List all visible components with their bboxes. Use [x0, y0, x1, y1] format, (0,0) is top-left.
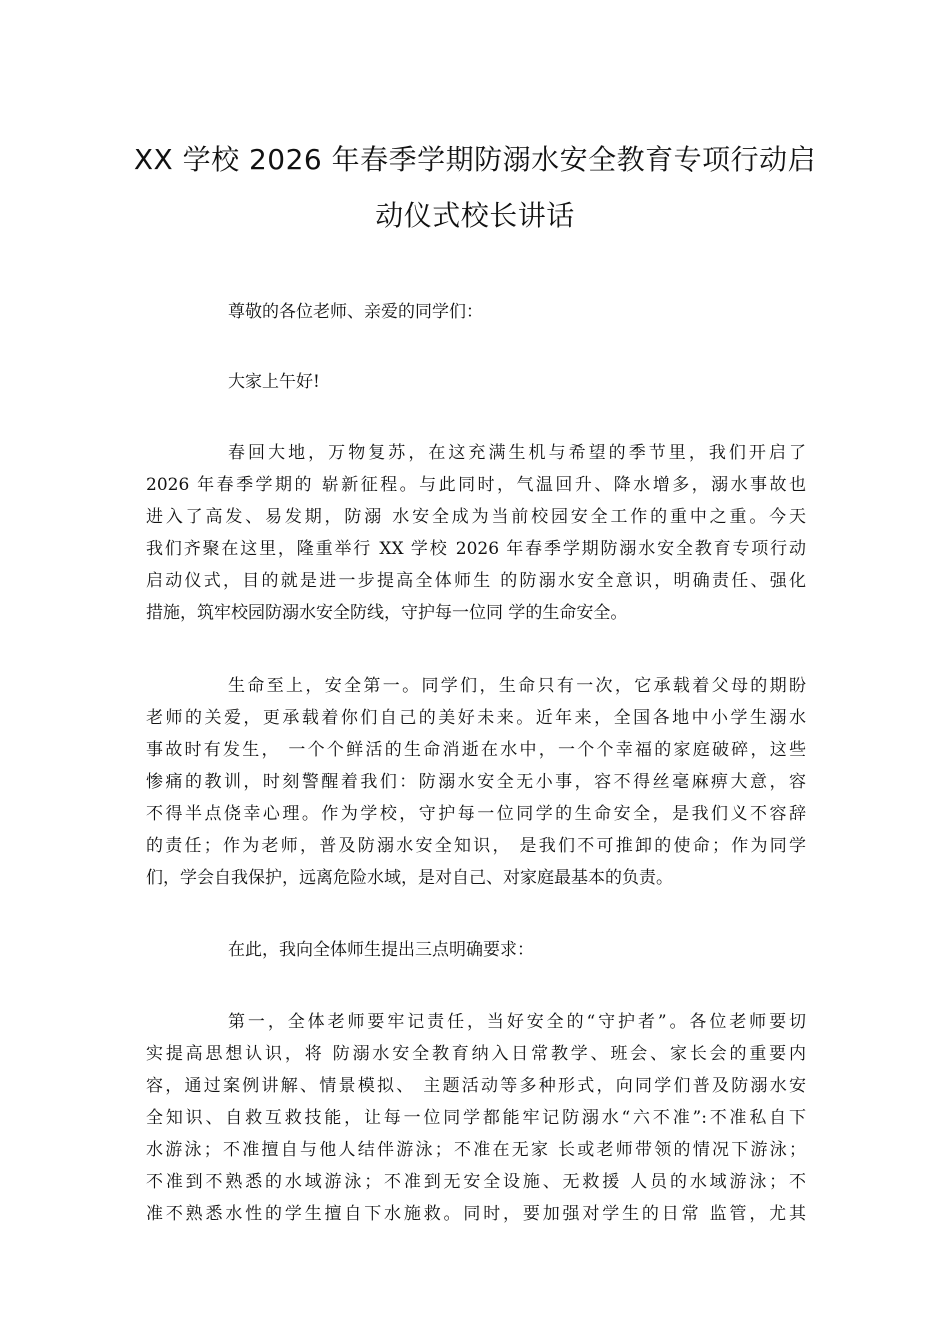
paragraph-line: 第一，全体老师要牢记责任，当好安全的“守护者”。各位老师要切: [228, 1012, 806, 1032]
document-title: [120, 132, 830, 244]
paragraph-line: 事故时有发生， 一个个鲜活的生命消逝在水中，一个个幸福的家庭破碎，这些: [146, 740, 806, 760]
paragraph-2: [146, 670, 806, 894]
paragraph-line: 2026 年春季学期的 崭新征程。与此同时，气温回升、降水增多，溺水事故也: [146, 475, 806, 495]
greeting-text: 大家上午好!: [228, 372, 320, 392]
paragraph-line: 措施，筑牢校园防溺水安全防线，守护每一位同 学的生命安全。: [146, 603, 628, 623]
paragraph-4: [146, 1006, 806, 1230]
paragraph-line: 容，通过案例讲解、情景模拟、 主题活动等多种形式，向同学们普及防溺水安: [146, 1076, 806, 1096]
paragraph-line: 春回大地，万物复苏，在这充满生机与希望的季节里，我们开启了: [228, 443, 806, 463]
greeting: [146, 366, 806, 398]
paragraph-line: 生命至上，安全第一。同学们，生命只有一次，它承载着父母的期盼: [228, 676, 806, 696]
paragraph-line: 不准到不熟悉的水域游泳；不准到无安全设施、无救援 人员的水域游泳；不: [146, 1172, 806, 1192]
paragraph-line: 实提高思想认识，将 防溺水安全教育纳入日常教学、班会、家长会的重要内: [146, 1044, 806, 1064]
salutation: [146, 296, 806, 328]
paragraph-line: 水游泳；不准擅自与他人结伴游泳；不准在无家 长或老师带领的情况下游泳；: [146, 1140, 806, 1160]
paragraph-line: 启动仪式，目的就是进一步提高全体师生 的防溺水安全意识，明确责任、强化: [146, 571, 806, 591]
paragraph-line: 准不熟悉水性的学生擅自下水施救。同时，要加强对学生的日常 监管，尤其: [146, 1204, 806, 1224]
paragraph-line: 我们齐聚在这里，隆重举行 XX 学校 2026 年春季学期防溺水安全教育专项行动: [146, 539, 806, 559]
paragraph-line: 全知识、自救互救技能，让每一位同学都能牢记防溺水“六不准”:不准私自下: [146, 1108, 806, 1128]
paragraph-line: 不得半点侥幸心理。作为学校，守护每一位同学的生命安全，是我们义不容辞: [146, 804, 806, 824]
salutation-text: 尊敬的各位老师、亲爱的同学们：: [228, 302, 483, 322]
paragraph-3-text: 在此，我向全体师生提出三点明确要求：: [228, 940, 534, 960]
paragraph-line: 惨痛的教训，时刻警醒着我们：防溺水安全无小事，容不得丝毫麻痹大意，容: [146, 772, 806, 792]
paragraph-3: [146, 934, 806, 966]
paragraph-line: 老师的关爱，更承载着你们自己的美好未来。近年来，全国各地中小学生溺水: [146, 708, 806, 728]
paragraph-1: [146, 437, 806, 629]
paragraph-line: 们，学会自我保护，远离危险水域，是对自己、对家庭最基本的负责。: [146, 868, 673, 888]
paragraph-line: 的责任；作为老师，普及防溺水安全知识， 是我们不可推卸的使命；作为同学: [146, 836, 806, 856]
title-line-2: 动仪式校长讲话: [375, 199, 575, 232]
paragraph-line: 进入了高发、易发期，防溺 水安全成为当前校园安全工作的重中之重。今天: [146, 507, 806, 527]
title-line-1: XX 学校 2026 年春季学期防溺水安全教育专项行动启: [133, 143, 817, 176]
